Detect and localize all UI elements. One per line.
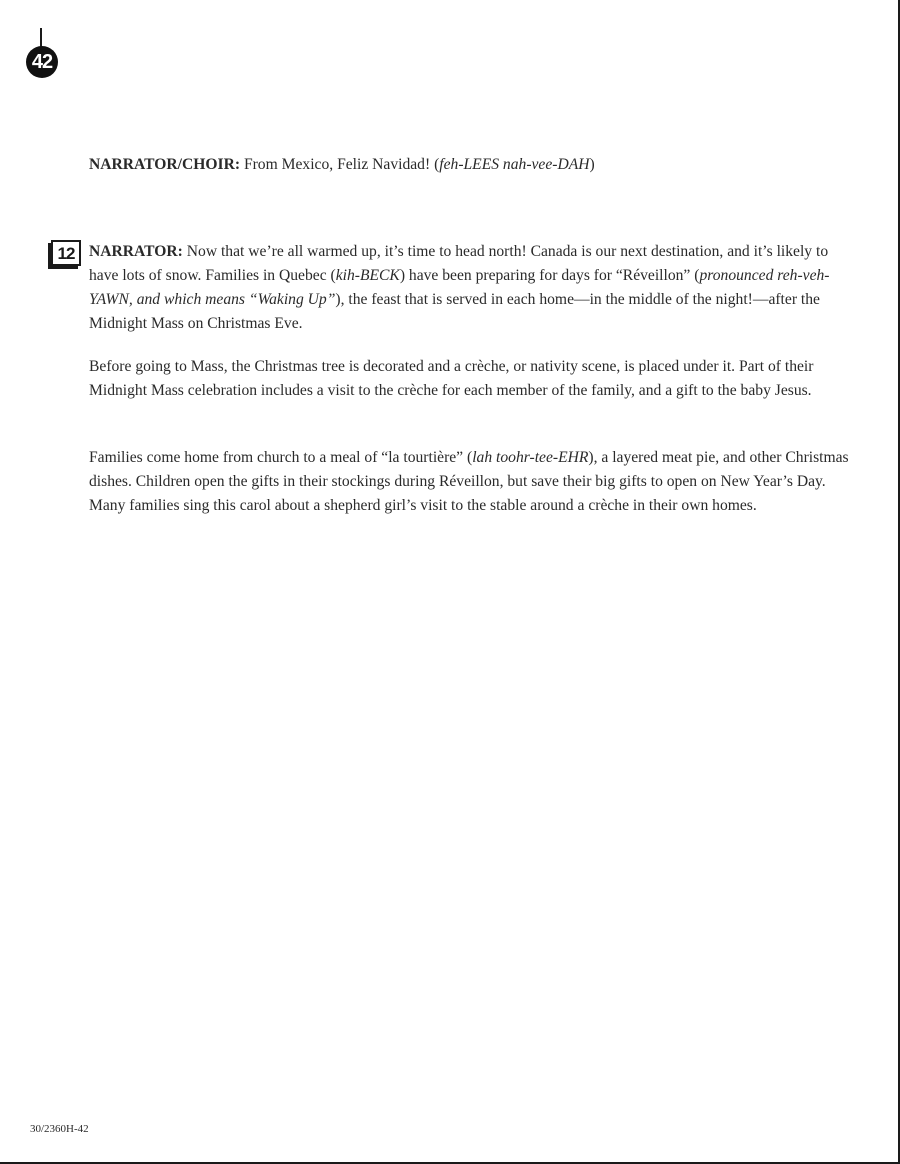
families-paragraph (89, 446, 849, 518)
pronunciation-text: lah toohr-tee-EHR (472, 449, 589, 466)
footer-catalog-code: 30/2360H-42 (30, 1123, 89, 1135)
cue-number: 12 (57, 243, 75, 263)
page-number-badge: 42 (26, 46, 58, 78)
paragraph-text: ) (589, 156, 595, 173)
pronunciation-text: feh-LEES nah-vee-DAH (439, 156, 590, 173)
narrator-paragraph (89, 240, 849, 336)
narrator-choir-line (89, 153, 849, 177)
mass-paragraph: Before going to Mass, the Christmas tree is decorated and a crèche, or nativity scene, is placed under it. Part of their Midnight Mass celebration includes a visit to the crèche for each member of the family, and a gift to the baby Jesus. (89, 358, 814, 399)
speaker-label: NARRATOR/CHOIR: (89, 156, 241, 173)
pronunciation-text: kih-BECK (335, 267, 400, 284)
paragraph-text: ) have been preparing for days for “Réveillon” ( (399, 267, 700, 284)
paragraph-text: Families come home from church to a meal of “la tourtière” ( (89, 449, 473, 466)
paragraph-text: ), the feast that is served in each home—in the middle of the night!—after the Midnight Mass on Christmas Eve. (89, 291, 820, 332)
paragraph-text: ), a layered meat pie, and other Christmas dishes. Children open the gifts in their stockings during Réveillon, but save their big gifts to open on New Year’s Day. Many families sing this carol about a shepherd girl’s visit to the stable around a crèche in their own homes. (89, 449, 849, 514)
speaker-label: NARRATOR: (89, 243, 183, 260)
pronunciation-text: pronounced reh-veh-YAWN, and which means “Waking Up” (89, 267, 830, 308)
paragraph-text: From Mexico, Feliz Navidad! ( (240, 156, 440, 173)
cue-number-box (51, 240, 81, 266)
paragraph-text: Now that we’re all warmed up, it’s time to head north! Canada is our next destination, and it’s likely to have lots of snow. Families in Quebec ( (89, 243, 829, 284)
